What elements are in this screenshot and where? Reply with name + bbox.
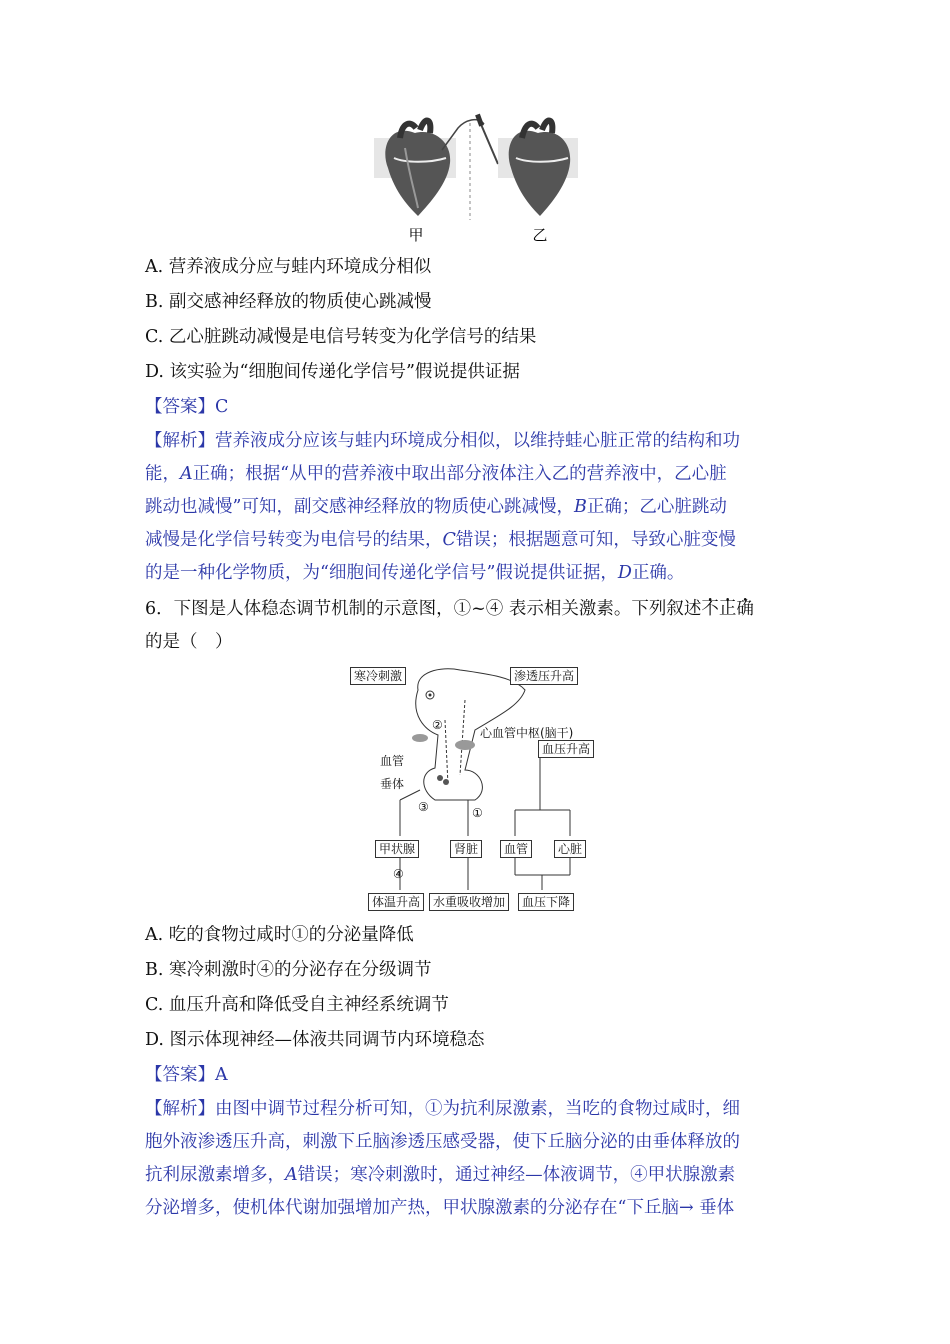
box-thyroid: 甲状腺 <box>375 840 419 858</box>
num-4: ④ <box>393 867 404 881</box>
box-heart: 心脏 <box>554 840 586 858</box>
q5-option-b: B. 副交感神经释放的物质使心跳减慢 <box>145 292 432 312</box>
box-bp-down: 血压下降 <box>518 893 574 911</box>
box-water: 水重吸收增加 <box>429 893 509 911</box>
q5-option-c: C. 乙心脏跳动减慢是电信号转变为化学信号的结果 <box>145 327 537 347</box>
q6-option-a: A. 吃的食物过咸时①的分泌量降低 <box>145 925 414 945</box>
q5-answer: 【答案】C <box>145 397 229 417</box>
label-vessel: 血管 <box>380 754 405 768</box>
q6-option-c: C. 血压升高和降低受自主神经系统调节 <box>145 995 449 1015</box>
q5-option-a: A. 营养液成分应与蛙内环境成分相似 <box>145 257 432 277</box>
num-3: ③ <box>418 800 429 814</box>
q6-option-b: B. 寒冷刺激时④的分泌存在分级调节 <box>145 960 432 980</box>
q6-stem: 6．下图是人体稳态调节机制的示意图，①~④ 表示相关激素。下列叙述不正确 的是（ ） <box>145 599 754 652</box>
q6-answer: 【答案】A <box>145 1065 228 1085</box>
box-cold: 寒冷刺激 <box>350 667 406 685</box>
label-jia: 甲 <box>408 226 424 244</box>
q5-analysis: 【解析】营养液成分应该与蛙内环境成分相似，以维持蛙心脏正常的结构和功 能，A正确；根据“从甲的营养液中取出部分液体注入乙的营养液中，乙心脏 跳动也减慢”可知，副交感神经释放的物质使心跳减慢，B正确；乙心脏跳动 减慢是化学信号转变为电信号的结果，C错误；根据题意可知，导致心脏变慢 的是一种化学物质，为“细胞间传递化学信号”假说提供证据，D正确。 <box>145 431 740 583</box>
label-cv-center: 心血管中枢(脑干) <box>480 726 574 740</box>
label-yi: 乙 <box>532 226 548 244</box>
box-osmo: 渗透压升高 <box>510 667 578 685</box>
heart-left-icon <box>374 121 456 216</box>
heart-right-icon <box>498 121 578 216</box>
q6-analysis: 【解析】由图中调节过程分析可知，①为抗利尿激素，当吃的食物过咸时，细 胞外液渗透压升高，刺激下丘脑渗透压感受器，使下丘脑分泌的由垂体释放的 抗利尿激素增多，A错误；寒冷刺激时，通过神经—体液调节，④甲状腺激素 分泌增多，使机体代谢加强增加产热，甲状腺激素的分泌存在“下丘脑→ 垂体 <box>145 1099 740 1218</box>
q6-option-d: D. 图示体现神经—体液共同调节内环境稳态 <box>145 1030 485 1050</box>
box-bp-up: 血压升高 <box>538 740 594 758</box>
box-temp-up: 体温升高 <box>368 893 424 911</box>
box-vessel: 血管 <box>500 840 532 858</box>
box-kidney: 肾脏 <box>450 840 482 858</box>
heart-experiment-figure <box>370 108 580 248</box>
q5-option-d: D. 该实验为“细胞间传递化学信号”假说提供证据 <box>145 362 520 382</box>
num-2: ② <box>432 718 443 732</box>
homeostasis-diagram <box>340 660 610 912</box>
label-pituitary: 垂体 <box>380 777 405 791</box>
num-1: ① <box>472 806 483 820</box>
